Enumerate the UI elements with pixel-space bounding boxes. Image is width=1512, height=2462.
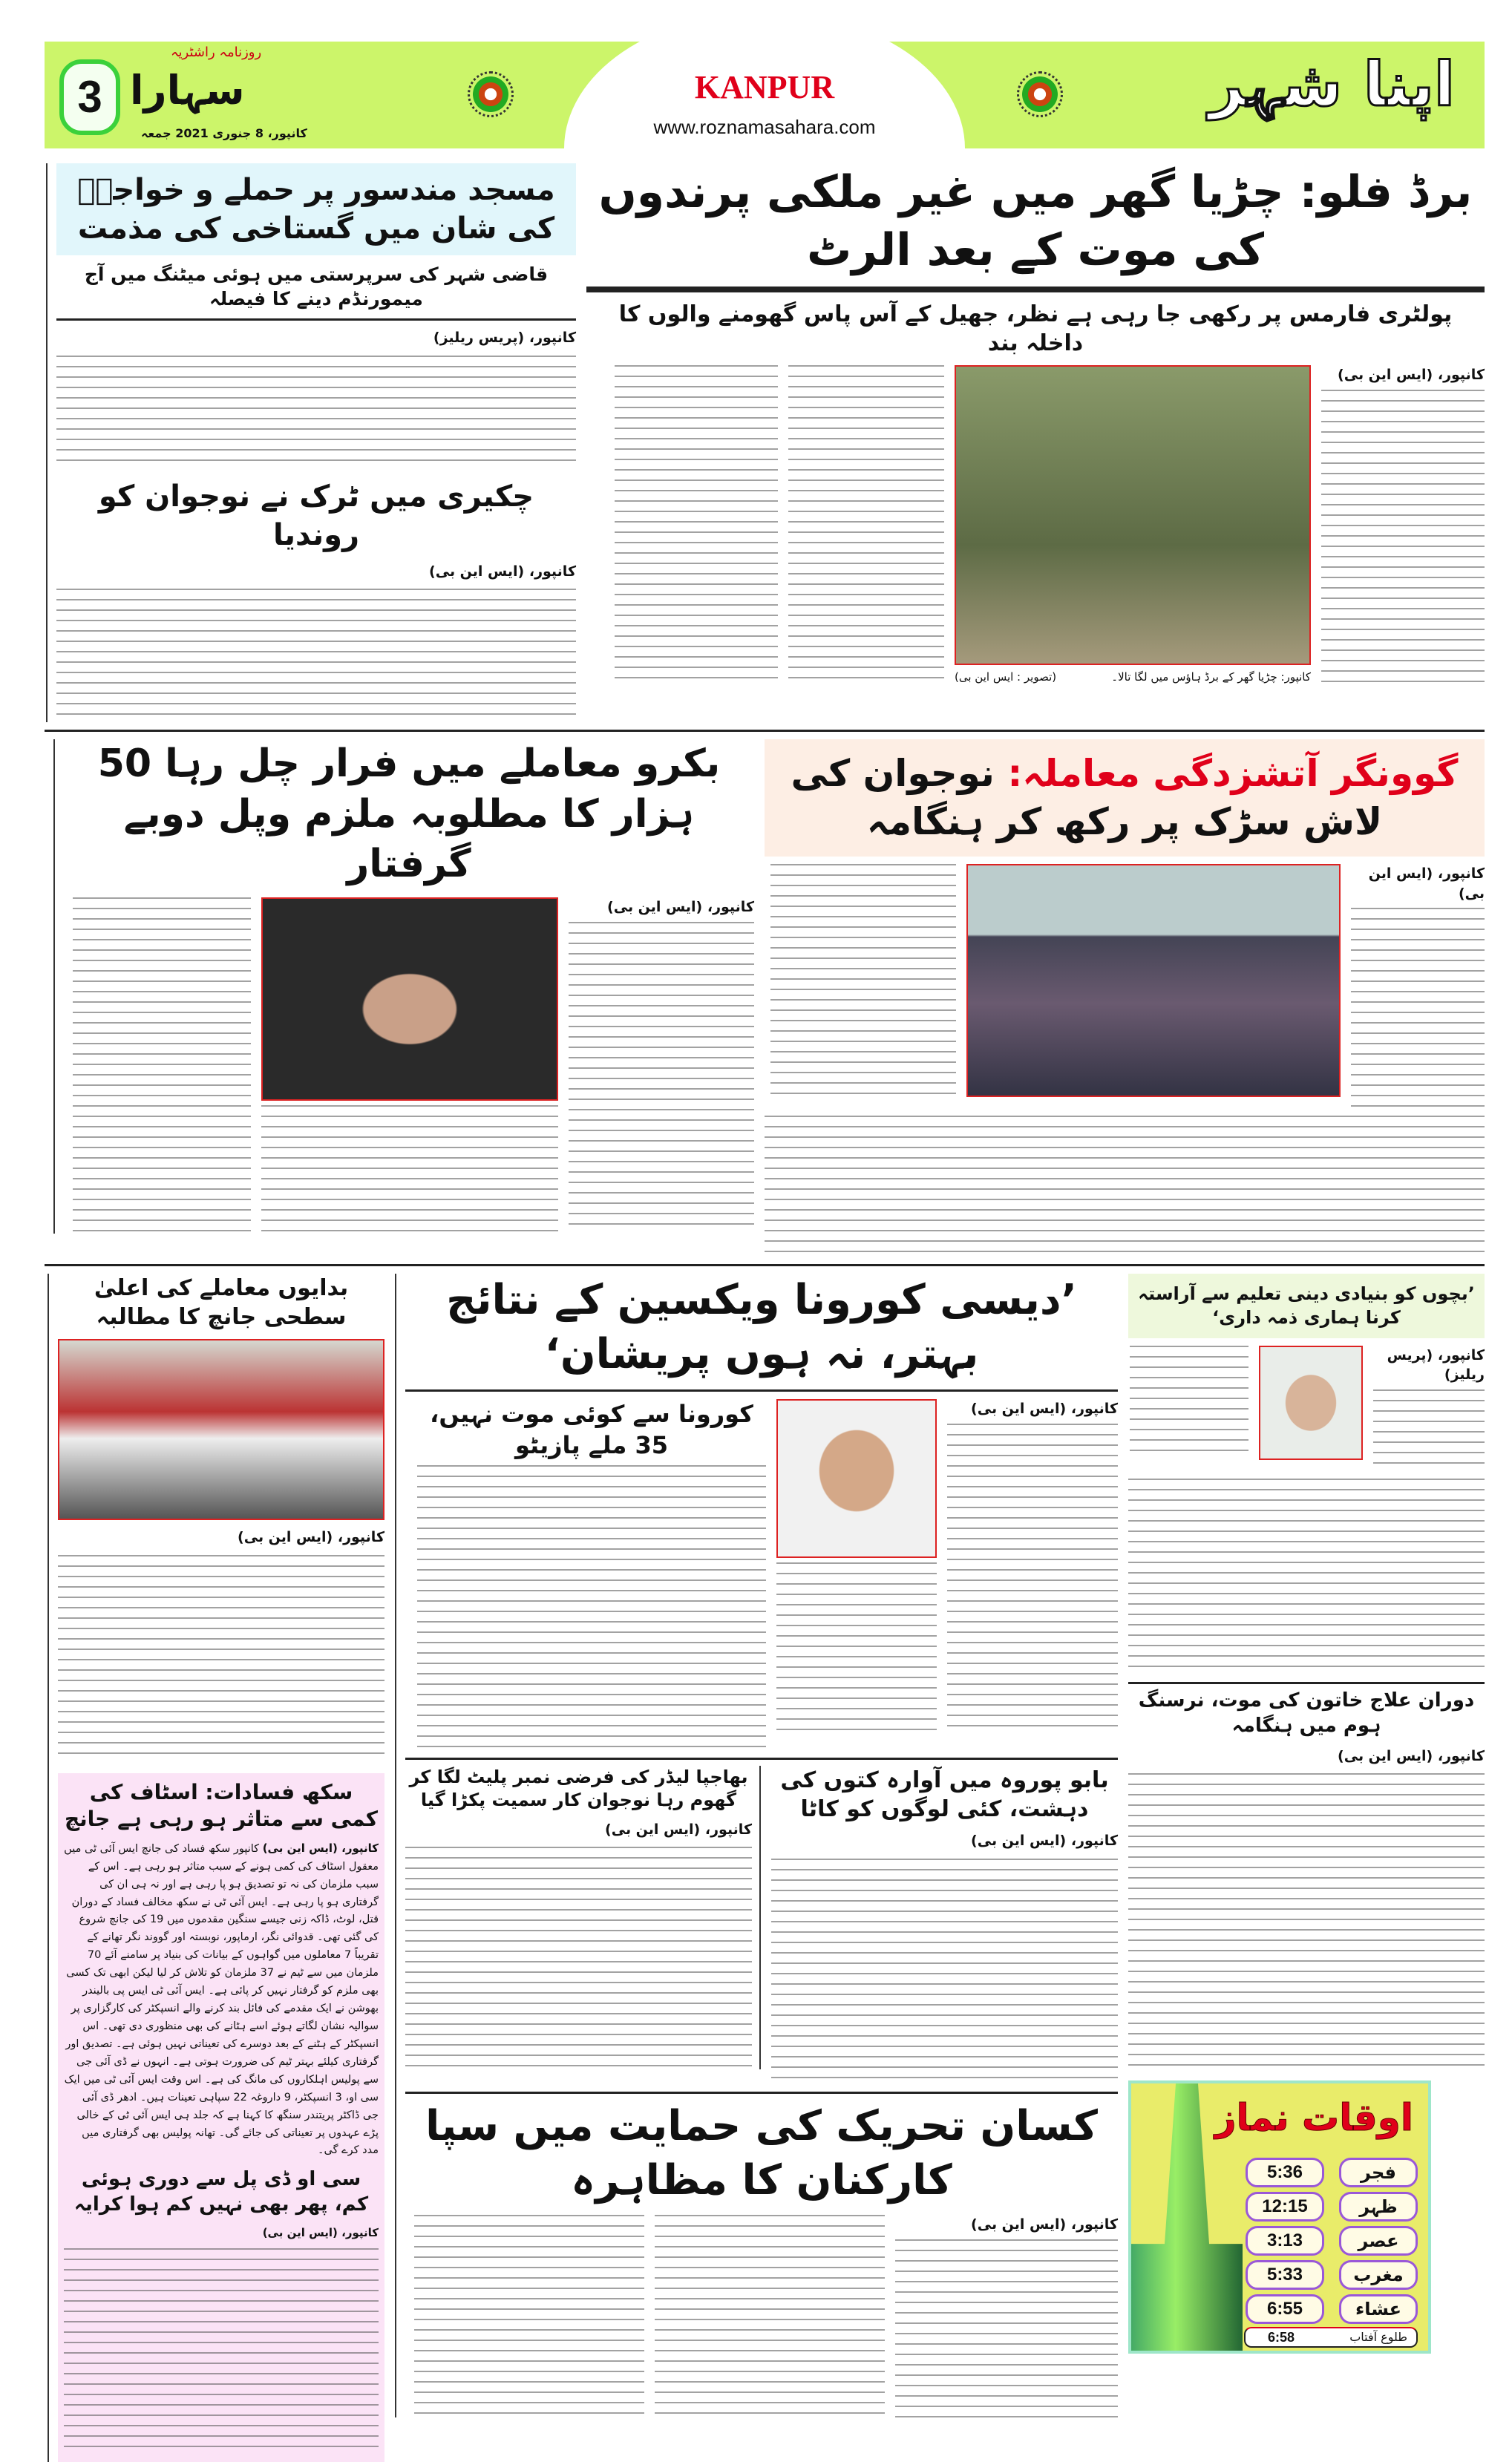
story-truck [56,477,576,723]
story-stray-dogs [771,1766,1118,2081]
body-text [58,1555,384,1763]
row-2 [45,730,1485,1257]
headline: دوران علاج خاتون کی موت، نرسنگ ہوم میں ہنگامہ [1138,1689,1475,1737]
story-govind-nagar [765,739,1485,1257]
prayer-time: 6:55 [1246,2294,1324,2324]
story-masjid [56,163,576,467]
body-text [414,2215,644,2415]
headline: مسجد مندسور پر حملے و خواجہؒ کی شان میں گستاخی کی مذمت [56,163,576,255]
headline: بکرو معاملے میں فرار چل رہا 50 ہزار کا مطلوبہ ملزم وپل دوبے گرفتار [97,741,721,887]
body-text [56,356,576,467]
photo-caption: کانپور: چڑیا گھر کے برڈ ہاؤس میں لگا تالا۔ [1111,670,1311,684]
prayer-name: عصر [1339,2226,1418,2256]
protest-photo [966,864,1341,1097]
right-column-3 [1128,1274,1485,2354]
body-text [1321,390,1485,687]
official-photo [776,1399,937,1558]
dateline: کانپور، (ایس این بی) [238,1529,384,1546]
row-1 [45,156,1485,722]
prayer-time: 5:36 [1246,2158,1324,2187]
middle-column-3 [395,1274,1118,2417]
left-column-3 [48,1274,384,2462]
story-bjp-plate [405,1766,761,2069]
logo: سہارا [130,67,245,114]
dateline: کانپور، (ایس این بی) [607,898,754,915]
headline: کسان تحریک کی حمایت میں سپا کارکنان کا مظاہرہ [425,2101,1098,2204]
issue-date: کانپور، 8 جنوری 2021 جمعہ [141,126,307,140]
headline-corona: کورونا سے کوئی موت نہیں، 35 ملے پازیٹو [430,1399,753,1459]
dateline: کانپور، (ایس این بی) [1338,1747,1485,1764]
divider [405,1389,1118,1392]
headline: بھاجپا لیڈر کی فرضی نمبر پلیٹ لگا کر گھوم رہا نوجوان کار سمیت پکڑا گیا [409,1767,748,1811]
divider [586,287,1485,292]
story-vaccine [405,1274,1118,1747]
headline: بدایوں معاملے کی اعلیٰ سطحی جانچ کا مطالبہ [94,1275,349,1331]
subheadline: قاضی شہر کی سرپرستی میں ہوئی میٹنگ میں آج میمورنڈم دینے کا فیصلہ [84,263,549,310]
subheadline: پولٹری فارمس پر رکھی جا رہی ہے نظر، جھیل کے آس پاس گھومنے والوں کا داخلہ بند [618,301,1453,356]
prayer-name: عشاء [1339,2294,1418,2324]
dateline: کانپور، (ایس این بی) [971,1400,1118,1417]
sunrise-label: طلوع آفتاب [1349,2330,1407,2345]
sunrise-time: 6:58 [1268,2330,1295,2345]
headline-truck: چکیری میں ٹرک نے نوجوان کو روندیا [98,479,534,552]
body-text [1130,1346,1248,1457]
story-kisan [405,2092,1118,2417]
body-text [1128,1479,1485,1672]
dateline: کانپور، (ایس این بی) [605,1821,752,1838]
headline-cod: سی او ڈی پل سے دوری ہوئی کم، پھر بھی نہیں کم ہوا کرایہ [73,2168,369,2216]
story-children [1128,1274,1485,1672]
story-bakr [53,739,754,1233]
photo-credit: (تصویر : ایس این بی) [955,670,1057,684]
body-text [569,922,754,1234]
dateline: کانپور، (ایس این بی) [429,563,576,580]
headline: برڈ فلو: چڑیا گھر میں غیر ملکی پرندوں کی موت کے بعد الرٹ [598,166,1473,276]
maulana-photo [1259,1346,1363,1460]
body-text [615,365,778,684]
headline-sikh: سکھ فسادات: اسٹاف کی کمی سے متاثر ہو رہی ہے جانچ [64,1779,379,1832]
story-nursing-home [1128,1682,1485,2070]
group-photo [58,1339,384,1520]
dateline: کانپور، (ایس این بی) [1368,865,1485,902]
dateline: کانپور، (ایس این بی) [262,1841,379,1855]
body-text [417,1465,766,1747]
prayer-time: 3:13 [1246,2226,1324,2256]
body-text [405,1847,752,2069]
headline: ’بچوں کو بنیادی دینی تعلیم سے آراستہ کرنا ہماری ذمہ داری‘ [1128,1274,1485,1338]
row-3 [45,1264,1485,2462]
dateline: کانپور، (پریس ریلیز) [433,330,576,346]
body-text [56,589,576,722]
body-text [73,897,251,1231]
prayer-name: فجر [1339,2158,1418,2187]
dateline: کانپور، (ایس این بی) [1338,367,1485,383]
prayer-time: 12:15 [1246,2192,1324,2222]
prayer-name: مغرب [1339,2260,1418,2290]
body-text: کانپور سکھ فساد کی جانچ ایس آئی ٹی میں معقول اسٹاف کی کمی ہونے کے سبب متاثر ہو رہی ہے۔ اس کے سبب ملزمان کی نہ تو تصدیق ہو پا رہی ہے اور نہ ہی ان کی گرفتاری ہو پا رہی ہے۔ ایس آئی ٹی نے سکھ مخالف فساد کے دوران قتل، لوٹ، ڈاکہ زنی جیسے سنگین مقدموں میں 19 کی جانچ شروع کی گئی تھی۔ قدوائی نگر، ارماپور، نوبستہ اور گووند نگر تھانے کے تقریباً 7 معاملوں میں گواہوں کے بیانات کی بنیاد پر سامنے آئے 70 ملزمان میں سے ٹیم نے 37 ملزمان کو تلاش کر لیا لیکن ابھی تک کسی بھی ملزم کو گرفتار نہیں کر پائی ہے۔ ایس آئی ٹی ایس پی بالیندر بھوشن نے ایک مقدمے کی فائل بند کرنے والے انسپکٹر کی کارگزاری پر سوالیہ نشان لگاتے ہوئے اسے ہٹانے کی بھی منظوری دی تھی۔ اس انسپکٹر کے ہٹنے کے بعد دوسرے کی تعیناتی نہیں ہوئی ہے۔ تصدیق اور گرفتاری کیلئے بہتر ٹیم کی ضرورت ہوتی ہے۔ انہوں نے ڈی آئی جی سے پولیس اہلکاروں کی مانگ کی ہے۔ اس وقت ایس آئی ٹی میں ایک سی او، 3 انسپکٹر، 9 داروغہ 22 سپاہی تعینات ہیں۔ ادھر ڈی آئی جی ڈاکٹر پریتندر سنگھ کا کہنا ہے کہ جلد ہی ایس آئی ٹی کے خالی پڑے عہدوں پر تعیناتی کی جائے گی۔ تھانہ پولیس بھی گرفتاری میں مدد کرے گی۔ [64,1842,379,2157]
dateline: کانپور، (پریس ریلیز) [1387,1346,1485,1384]
logo-subtitle: روزنامہ راشٹریہ [171,45,262,60]
body-text [261,1105,558,1231]
headline: بابو پوروہ میں آوارہ کتوں کی دہشت، کئی لوگوں کو کاٹا [780,1767,1109,1823]
row-4-middle [405,1758,1118,2081]
sunrise-row [1244,2327,1418,2348]
body-text [776,1562,937,1733]
headline: ’دیسی کورونا ویکسین کے نتائج بہتر، نہ ہوں پریشان‘ [446,1276,1077,1379]
body-text [765,1116,1485,1257]
section-title: اپنا شہر [1208,50,1455,120]
left-column-1 [46,163,576,722]
body-text [788,365,944,684]
masthead [45,42,1485,148]
edition-name: KANPUR [694,69,835,105]
accused-photo [261,897,558,1101]
body-text [64,2248,379,2456]
divider [56,318,576,321]
body-text [655,2215,885,2415]
body-text [895,2239,1118,2417]
headline-red: گوونگر آتشزدگی معاملہ: [1007,752,1459,796]
prayer-name: ظہر [1339,2192,1418,2222]
dateline: کانپور، (ایس این بی) [971,2216,1118,2233]
dateline: کانپور، (ایس این بی) [971,1833,1118,1850]
headline: نوجوان کی لاش سڑک پر رکھ کر ہنگامہ [791,752,1383,844]
body-text [947,1424,1118,1735]
page-number: 3 [59,59,120,135]
website-link[interactable]: www.roznamasahara.com [653,116,876,138]
prayer-title: اوقات نماز [1214,2096,1413,2140]
prayer-time: 5:33 [1246,2260,1324,2290]
body-text [1128,1773,1485,2070]
body-text [1373,1389,1485,1471]
zoo-photo [955,365,1311,665]
story-badaun [58,1274,384,1763]
story-bird-flu [586,163,1485,687]
body-text [1351,908,1485,1108]
body-text [770,864,956,1094]
prayer-times-box [1128,2080,1431,2354]
dateline: کانپور، (ایس این بی) [262,2225,379,2239]
body-text [771,1859,1118,2081]
pink-box [58,1773,384,2462]
